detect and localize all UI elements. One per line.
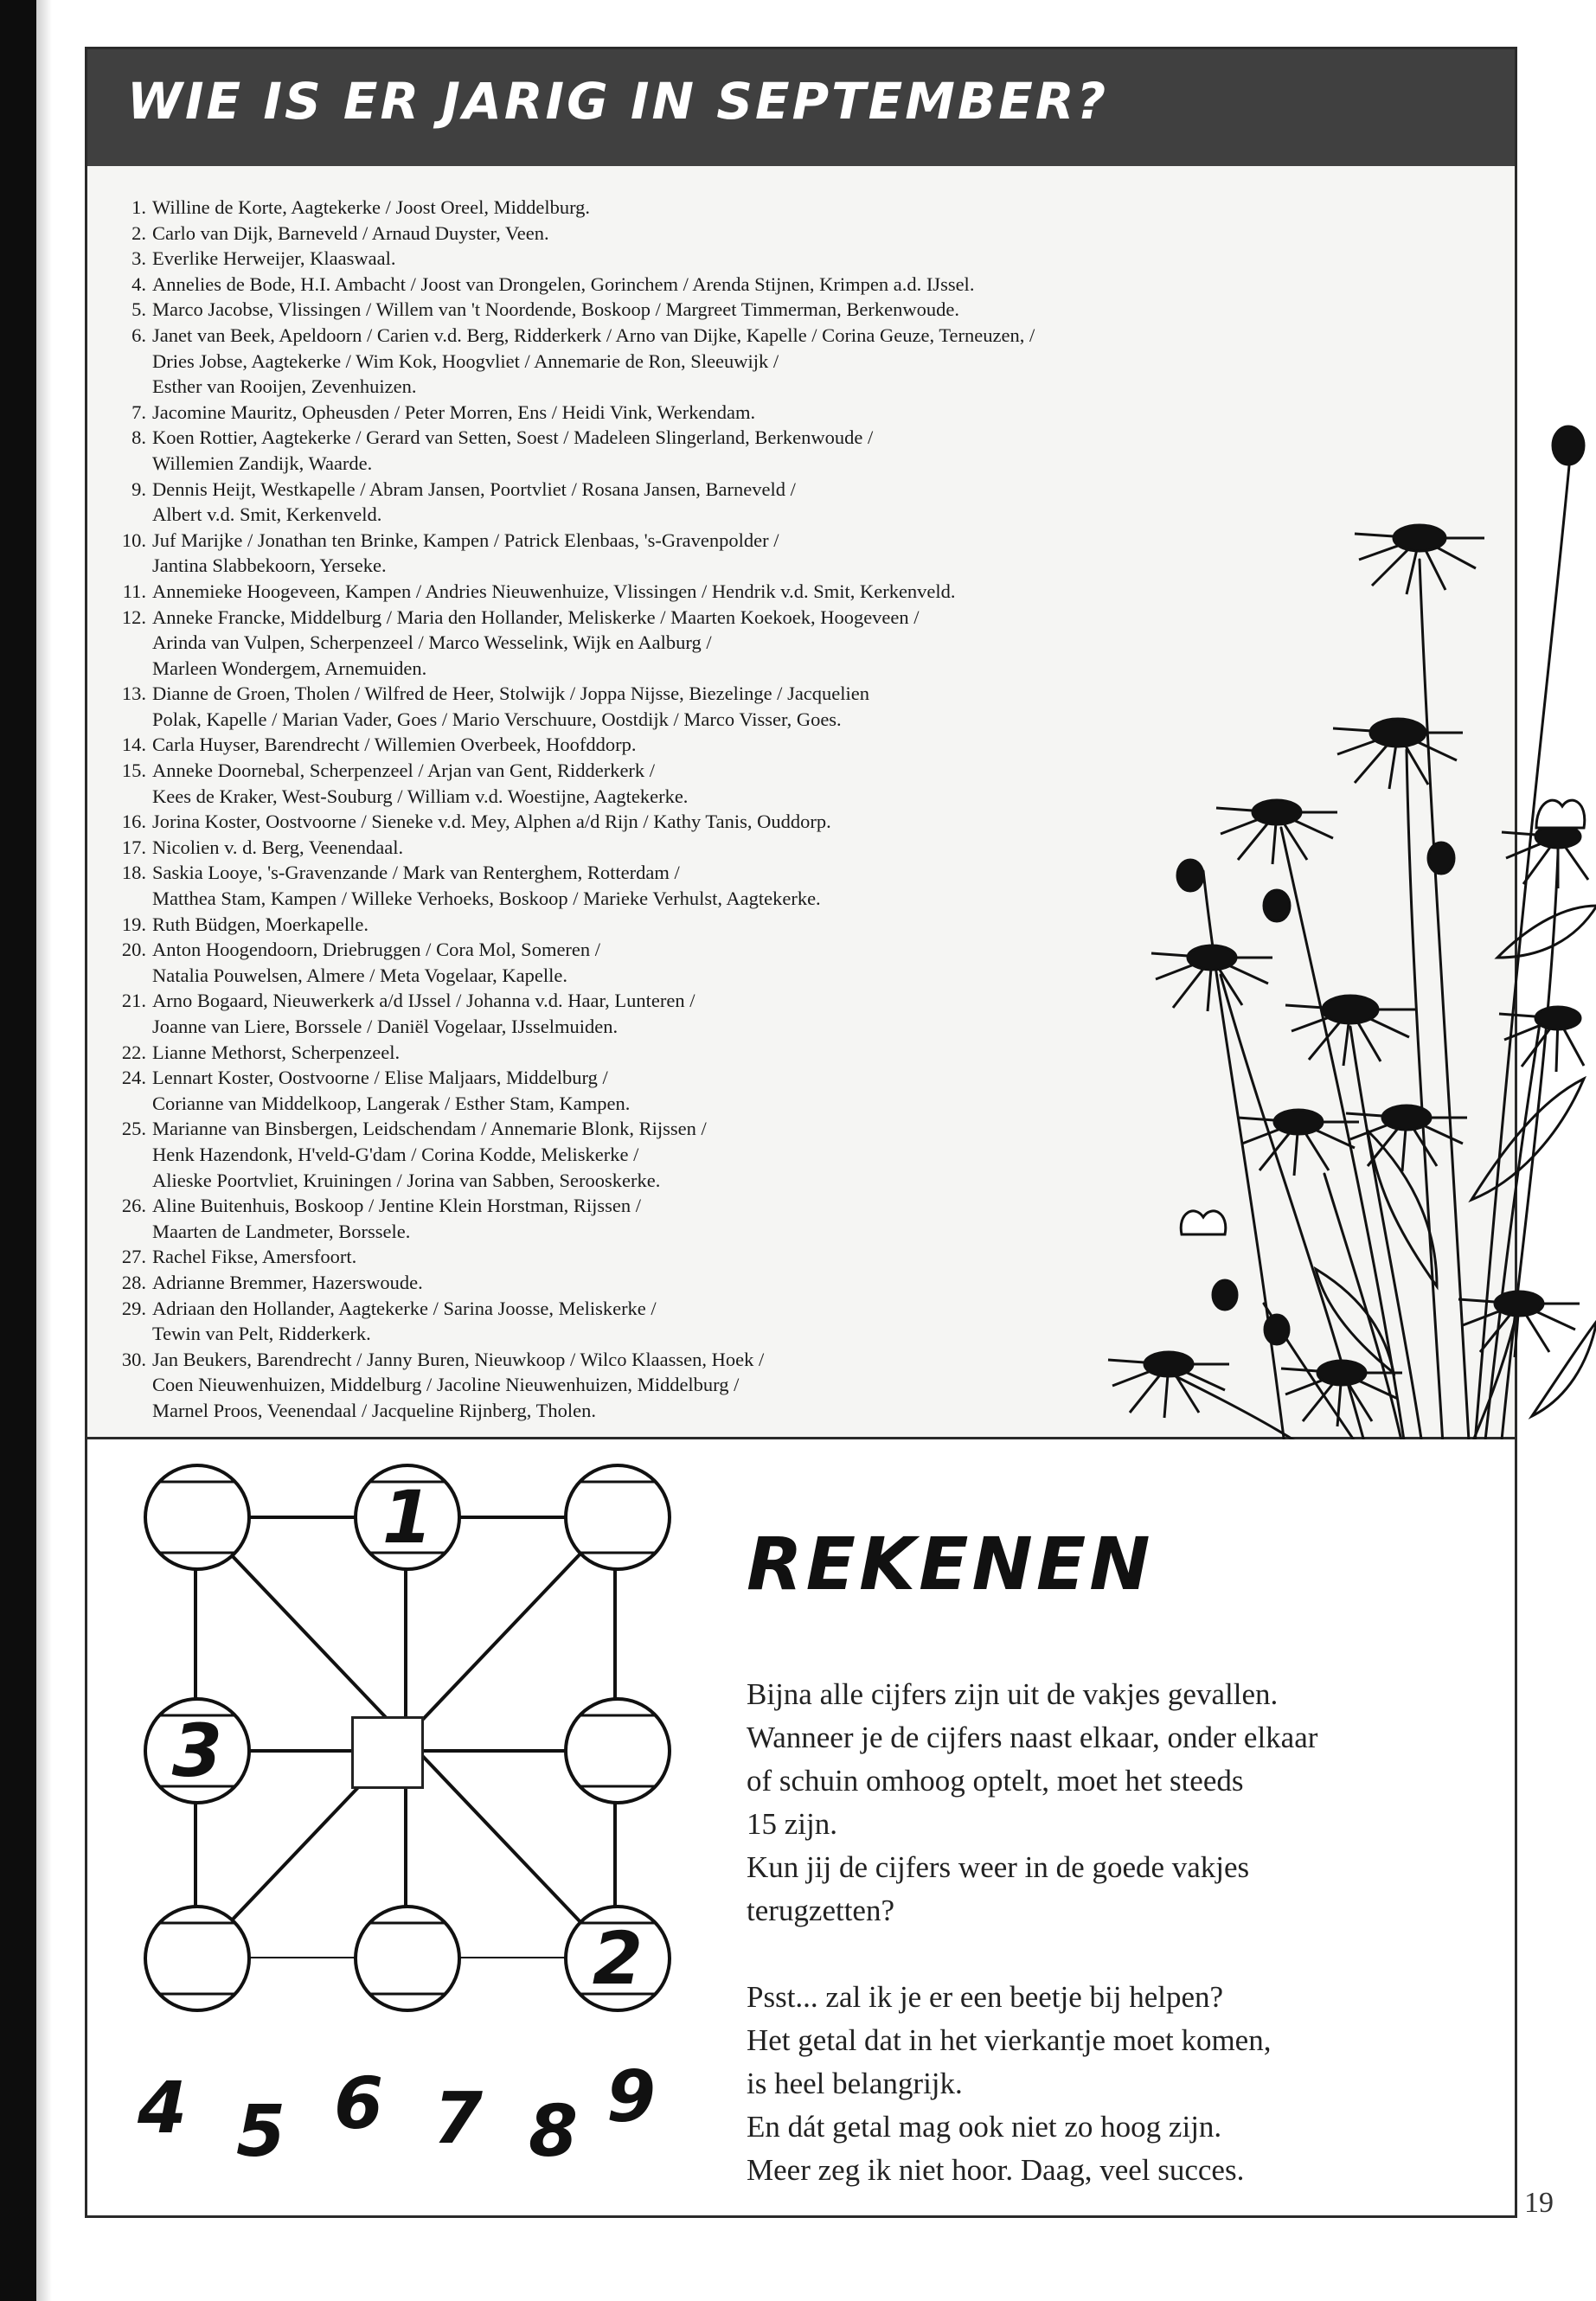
birthday-day-number: 22. [121, 1041, 146, 1063]
birthday-day-number: 26. [121, 1195, 146, 1217]
birthday-day-number: 7. [131, 401, 146, 423]
puzzle-instruction-line: 15 zijn. [747, 1807, 837, 1841]
birthday-day-number: 21. [121, 990, 146, 1012]
birthday-day-number: 25. [121, 1118, 146, 1140]
birthday-names-line: Anneke Francke, Middelburg / Maria den Hollander, Meliskerke / Maarten Koekoek, Hoogeveen / [152, 606, 920, 628]
birthday-names-line: Juf Marijke / Jonathan ten Brinke, Kampen / Patrick Elenbaas, 's-Gravenpolder / [152, 529, 779, 551]
circle-middle-left-value: 3 [171, 1708, 223, 1793]
birthday-names-line: Annelies de Bode, H.I. Ambacht / Joost van Drongelen, Gorinchem / Arenda Stijnen, Krimpen a.d. IJssel. [152, 272, 975, 295]
birthday-day-number: 9. [131, 478, 146, 500]
birthday-banner [87, 49, 1515, 166]
puzzle-instruction-line: Meer zeg ik niet hoor. Daag, veel succes. [747, 2153, 1245, 2187]
birthday-entry [113, 246, 1445, 272]
birthday-day-number: 5. [131, 298, 146, 321]
birthday-names-line: Willine de Korte, Aagtekerke / Joost Oreel, Middelburg. [152, 196, 591, 218]
puzzle-instruction-line: Bijna alle cijfers zijn uit de vakjes gevallen. [747, 1677, 1279, 1711]
birthday-names-line: Tewin van Pelt, Ridderkerk. [152, 1323, 371, 1345]
birthday-day-number: 29. [121, 1297, 146, 1319]
birthday-day-number: 1. [131, 196, 146, 218]
birthday-day-number: 4. [131, 272, 146, 295]
birthday-names-line: Dennis Heijt, Westkapelle / Abram Jansen, Poortvliet / Rosana Jansen, Barneveld / [152, 478, 796, 500]
birthday-day-number: 30. [121, 1348, 146, 1370]
birthday-names-line: Janet van Beek, Apeldoorn / Carien v.d. Berg, Ridderkerk / Arno van Dijke, Kapelle / Corina Geuze, Terneuzen, / [152, 324, 1035, 346]
birthday-day-number: 14. [121, 734, 146, 756]
birthday-day-number: 27. [121, 1246, 146, 1268]
birthday-names-line: Natalia Pouwelsen, Almere / Meta Vogelaar, Kapelle. [152, 964, 567, 986]
puzzle-instruction-line: Kun jij de cijfers weer in de goede vakjes [747, 1850, 1250, 1884]
birthday-names-line: Jantina Slabbekoorn, Yerseke. [152, 554, 387, 577]
birthday-names-line: Dries Jobse, Aagtekerke / Wim Kok, Hoogvliet / Annemarie de Ron, Sleeuwijk / [152, 349, 779, 372]
birthday-names-line: Ruth Büdgen, Moerkapelle. [152, 913, 369, 935]
puzzle-instruction-line: of schuin omhoog optelt, moet het steeds [747, 1764, 1244, 1798]
circle-bottom-middle-value [351, 1902, 464, 2015]
birthday-names-line: Esther van Rooijen, Zevenhuizen. [152, 375, 417, 398]
birthday-names-line: Jacomine Mauritz, Opheusden / Peter Morren, Ens / Heidi Vink, Werkendam. [152, 401, 756, 423]
birthday-names-line: Corianne van Middelkoop, Langerak / Esther Stam, Kampen. [152, 1092, 631, 1114]
birthday-title: WIE IS ER JARIG IN SEPTEMBER? [127, 72, 1109, 131]
birthday-names-line: Marianne van Binsbergen, Leidschendam / Annemarie Blonk, Rijssen / [152, 1118, 707, 1140]
birthday-names-line: Arno Bogaard, Nieuwerkerk a/d IJssel / Johanna v.d. Haar, Lunteren / [152, 990, 695, 1012]
flower-illustration [1065, 421, 1596, 1487]
birthday-day-number: 24. [121, 1067, 146, 1089]
birthday-names-line: Alieske Poortvliet, Kruiningen / Jorina van Sabben, Serooskerke. [152, 1169, 661, 1191]
puzzle-instructions [747, 1673, 1508, 2192]
circle-bottom-right-value: 2 [592, 1916, 644, 2001]
loose-digit-5[interactable]: 5 [236, 2091, 286, 2173]
puzzle-title: REKENEN [747, 1522, 1154, 1606]
birthday-names-line: Annemieke Hoogeveen, Kampen / Andries Nieuwenhuize, Vlissingen / Hendrik v.d. Smit, Kerkenveld. [152, 580, 956, 602]
puzzle-instruction-line: terugzetten? [747, 1894, 895, 1927]
puzzle-instruction-line: Wanneer je de cijfers naast elkaar, onder elkaar [747, 1721, 1318, 1754]
puzzle-instruction-line: En dát getal mag ook niet zo hoog zijn. [747, 2110, 1222, 2144]
birthday-names-line: Carla Huyser, Barendrecht / Willemien Overbeek, Hoofddorp. [152, 734, 637, 756]
loose-digit-8[interactable]: 8 [529, 2091, 579, 2173]
birthday-names-line: Albert v.d. Smit, Kerkenveld. [152, 503, 382, 526]
birthday-entry [113, 221, 1445, 247]
birthday-section [85, 47, 1517, 1439]
birthday-day-number: 3. [131, 247, 146, 270]
birthday-names-line: Kees de Kraker, West-Souburg / William v.d. Woestijne, Aagtekerke. [152, 785, 689, 807]
puzzle-section [85, 1439, 1517, 2218]
birthday-names-line: Willemien Zandijk, Waarde. [152, 452, 373, 474]
birthday-names-line: Saskia Looye, 's-Gravenzande / Mark van Renterghem, Rotterdam / [152, 862, 680, 884]
birthday-names-line: Coen Nieuwenhuizen, Middelburg / Jacoline Nieuwenhuizen, Middelburg / [152, 1374, 740, 1396]
puzzle-instruction-line: Psst... zal ik je er een beetje bij helpen? [747, 1980, 1224, 2014]
birthday-day-number: 12. [121, 606, 146, 628]
birthday-day-number: 2. [131, 221, 146, 244]
birthday-day-number: 6. [131, 324, 146, 346]
birthday-names-line: Adriaan den Hollander, Aagtekerke / Sarina Joosse, Meliskerke / [152, 1297, 657, 1319]
birthday-day-number: 20. [121, 939, 146, 961]
birthday-names-line: Lianne Methorst, Scherpenzeel. [152, 1041, 401, 1063]
birthday-day-number: 19. [121, 913, 146, 935]
circle-bottom-left[interactable] [141, 1902, 253, 2015]
birthday-names-line: Jorina Koster, Oostvoorne / Sieneke v.d. Mey, Alphen a/d Rijn / Kathy Tanis, Ouddorp. [152, 811, 831, 833]
birthday-names-line: Anneke Doornebal, Scherpenzeel / Arjan van Gent, Ridderkerk / [152, 760, 656, 782]
circle-middle-right-value [561, 1695, 674, 1807]
birthday-day-number: 17. [121, 836, 146, 858]
circle-middle-left[interactable] [141, 1695, 253, 1807]
birthday-entry [113, 323, 1445, 400]
birthday-day-number: 16. [121, 811, 146, 833]
circle-top-right[interactable] [561, 1461, 674, 1574]
circle-bottom-left-value [141, 1902, 253, 2015]
birthday-day-number: 13. [121, 683, 146, 705]
birthday-names-line: Marleen Wondergem, Arnemuiden. [152, 657, 427, 679]
circle-bottom-middle[interactable] [351, 1902, 464, 2015]
page-number: 19 [1524, 2187, 1554, 2219]
birthday-names-line: Everlike Herweijer, Klaaswaal. [152, 247, 396, 270]
birthday-names-line: Jan Beukers, Barendrecht / Janny Buren, Nieuwkoop / Wilco Klaassen, Hoek / [152, 1348, 765, 1370]
birthday-names-line: Nicolien v. d. Berg, Veenendaal. [152, 836, 404, 858]
birthday-names-line: Aline Buitenhuis, Boskoop / Jentine Klein Horstman, Rijssen / [152, 1195, 641, 1217]
circle-top-right-value [561, 1461, 674, 1574]
circle-middle-right[interactable] [561, 1695, 674, 1807]
birthday-entry [113, 195, 1445, 221]
birthday-names-line: Joanne van Liere, Borssele / Daniël Vogelaar, IJsselmuiden. [152, 1016, 619, 1037]
loose-digit-7[interactable]: 7 [433, 2078, 484, 2160]
circle-bottom-right[interactable] [561, 1902, 674, 2015]
loose-digit-6[interactable]: 6 [334, 2063, 384, 2145]
birthday-names-line: Marnel Proos, Veenendaal / Jacqueline Rijnberg, Tholen. [152, 1399, 597, 1421]
birthday-names-line: Koen Rottier, Aagtekerke / Gerard van Setten, Soest / Madeleen Slingerland, Berkenwoude / [152, 426, 874, 449]
birthday-names-line: Polak, Kapelle / Marian Vader, Goes / Mario Verschuure, Oostdijk / Marco Visser, Goes. [152, 708, 842, 730]
puzzle-instruction-line: is heel belangrijk. [747, 2067, 963, 2100]
birthday-names-line: Anton Hoogendoorn, Driebruggen / Cora Mol, Someren / [152, 939, 601, 961]
birthday-names-line: Matthea Stam, Kampen / Willeke Verhoeks, Boskoop / Marieke Verhulst, Aagtekerke. [152, 888, 821, 910]
birthday-names-line: Lennart Koster, Oostvoorne / Elise Maljaars, Middelburg / [152, 1067, 608, 1089]
birthday-names-line: Dianne de Groen, Tholen / Wilfred de Heer, Stolwijk / Joppa Nijsse, Biezelinge / Jacquelien [152, 683, 870, 705]
birthday-day-number: 28. [121, 1271, 146, 1293]
birthday-names-line: Arinda van Vulpen, Scherpenzeel / Marco Wesselink, Wijk en Aalburg / [152, 631, 712, 654]
circle-top-middle-value: 1 [381, 1475, 433, 1560]
birthday-names-line: Rachel Fikse, Amersfoort. [152, 1246, 357, 1268]
birthday-entry [113, 297, 1445, 323]
birthday-day-number: 15. [121, 760, 146, 782]
loose-digit-4[interactable]: 4 [138, 2067, 188, 2150]
birthday-names-line: Carlo van Dijk, Barneveld / Arnaud Duyster, Veen. [152, 221, 549, 244]
birthday-names-line: Maarten de Landmeter, Borssele. [152, 1220, 411, 1242]
puzzle-instruction-line: Het getal dat in het vierkantje moet komen, [747, 2023, 1272, 2057]
circle-top-left[interactable] [141, 1461, 253, 1574]
birthday-names-line: Marco Jacobse, Vlissingen / Willem van 't Noordende, Boskoop / Margreet Timmerman, Berkenwoude. [152, 298, 960, 321]
binding-edge [0, 0, 36, 2301]
birthday-names-line: Henk Hazendonk, H'veld-G'dam / Corina Kodde, Meliskerke / [152, 1143, 639, 1165]
birthday-day-number: 18. [121, 862, 146, 884]
circle-top-left-value [141, 1461, 253, 1574]
birthday-day-number: 10. [121, 529, 146, 551]
paragraph-gap [747, 1932, 1508, 1976]
center-square-value [354, 1719, 421, 1786]
birthday-day-number: 8. [131, 426, 146, 449]
page-shadow [36, 0, 52, 2301]
birthday-day-number: 11. [122, 580, 146, 602]
loose-digit-9[interactable]: 9 [606, 2056, 657, 2138]
circle-top-middle[interactable] [351, 1461, 464, 1574]
center-square[interactable] [351, 1716, 424, 1789]
birthday-entry [113, 272, 1445, 298]
birthday-names-line: Adrianne Bremmer, Hazerswoude. [152, 1271, 423, 1293]
